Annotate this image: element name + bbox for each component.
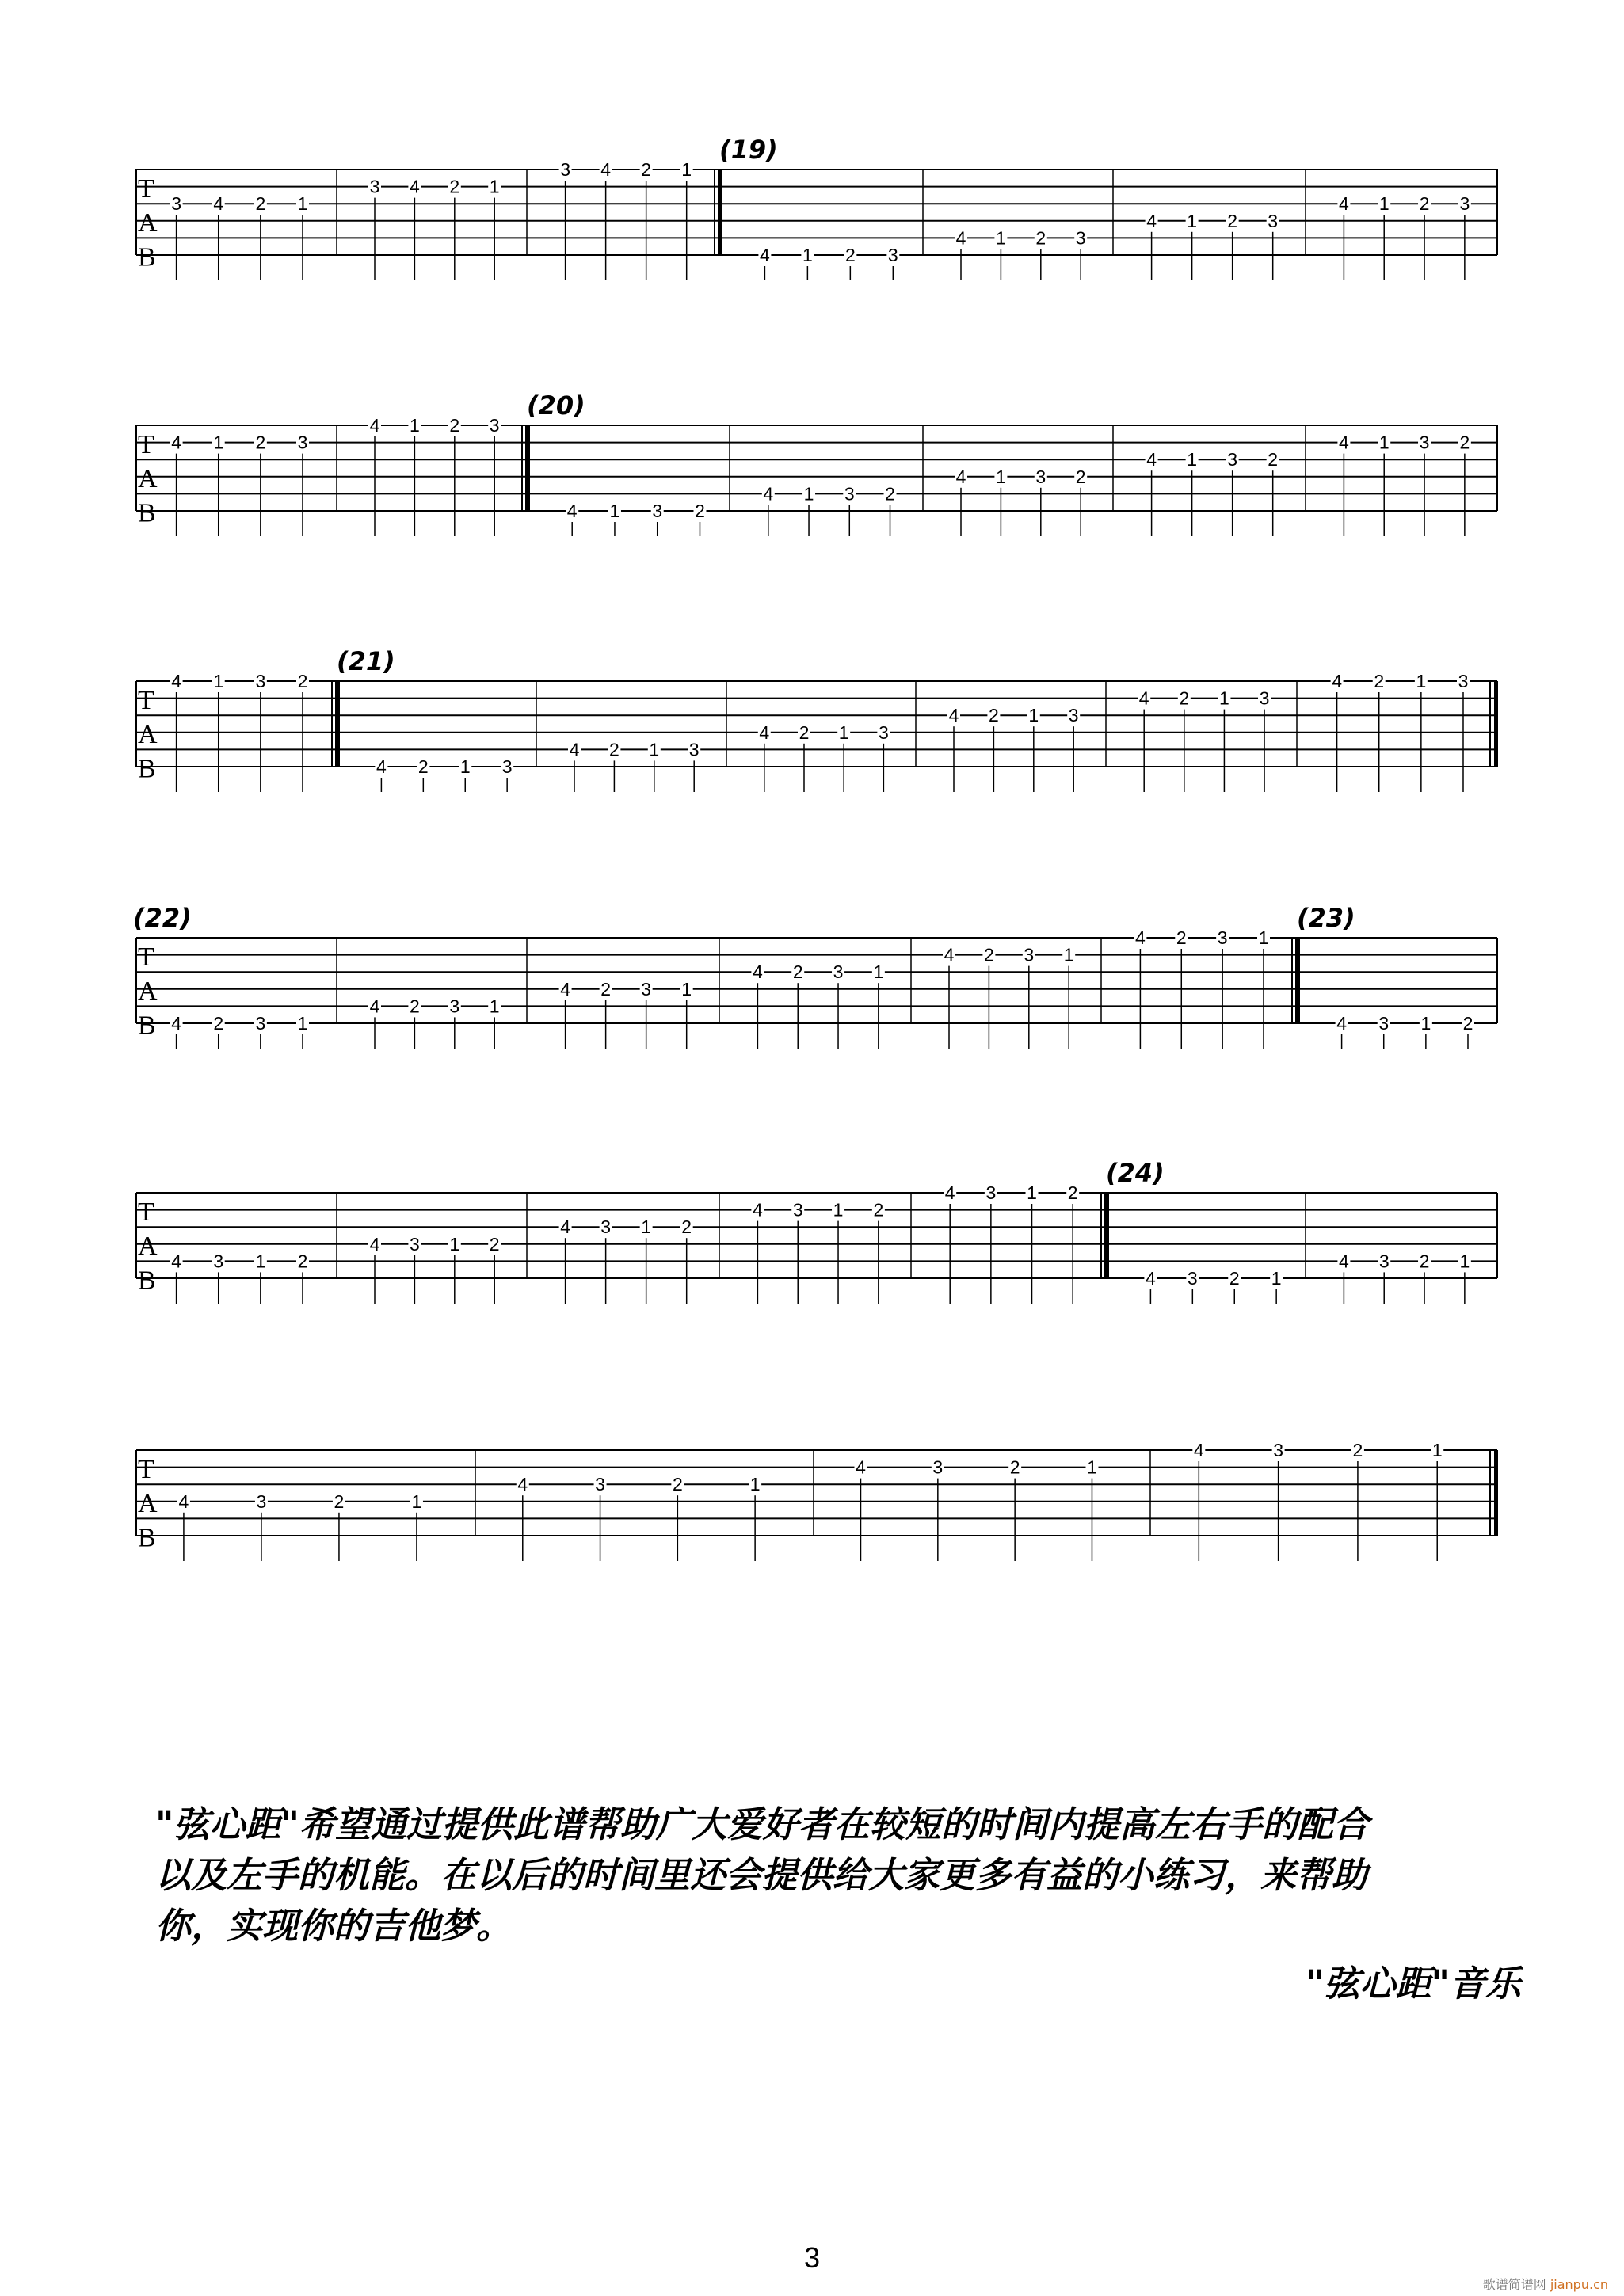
- tab-system: [136, 390, 1497, 536]
- fret-number: 4: [569, 739, 580, 760]
- fret-number: 4: [1339, 1251, 1349, 1272]
- fret-number: 1: [838, 722, 849, 743]
- fret-number: 2: [885, 483, 895, 505]
- measure: [943, 945, 1075, 1049]
- fret-number: 2: [255, 193, 266, 215]
- measure: [170, 432, 309, 536]
- measure: [1337, 1251, 1470, 1304]
- tab-clef-letter: B: [138, 498, 156, 528]
- fret-number: 3: [1459, 193, 1470, 215]
- tab-system: [136, 646, 1498, 792]
- fret-number: 3: [1187, 1268, 1198, 1289]
- fret-number: 4: [944, 1182, 955, 1203]
- fret-number: 3: [1273, 1440, 1284, 1460]
- page-number: 3: [803, 2241, 821, 2274]
- fret-number: 3: [255, 1013, 266, 1034]
- fret-number: 3: [792, 1199, 803, 1220]
- fret-number: 4: [753, 1199, 763, 1220]
- fret-number: 1: [1028, 705, 1039, 726]
- fret-number: 1: [833, 1199, 844, 1220]
- section-marker: (23): [1297, 903, 1355, 933]
- note-line: "弦心距"希望通过提供此谱帮助广大爱好者在较短的时间内提高左右手的配合: [155, 1803, 1369, 1845]
- fret-number: 4: [856, 1456, 866, 1478]
- fret-number: 3: [985, 1182, 997, 1203]
- fret-number: 1: [489, 176, 500, 197]
- fret-number: 1: [1378, 193, 1390, 215]
- section-marker: (20): [527, 390, 585, 421]
- fret-number: 3: [595, 1474, 605, 1495]
- fret-number: 3: [449, 996, 460, 1017]
- measure: [1134, 927, 1270, 1049]
- fret-number: 4: [1339, 193, 1349, 215]
- fret-number: 3: [171, 193, 181, 215]
- fret-number: 1: [1087, 1456, 1097, 1478]
- fret-number: 4: [178, 1491, 189, 1512]
- measure: [170, 1251, 309, 1304]
- fret-number: 2: [641, 159, 652, 180]
- measure: [758, 245, 899, 280]
- fret-number: 2: [1179, 687, 1190, 709]
- fret-number: 4: [600, 159, 612, 180]
- fret-number: 4: [1138, 687, 1149, 709]
- fret-number: 1: [213, 671, 224, 691]
- fret-number: 1: [1420, 1013, 1431, 1034]
- fret-number: 4: [1336, 1013, 1347, 1034]
- fret-number: 3: [501, 756, 513, 777]
- fret-number: 1: [1187, 449, 1198, 470]
- measure: [170, 1013, 309, 1049]
- fret-number: 2: [695, 501, 705, 521]
- fret-number: 2: [1462, 1013, 1473, 1034]
- fret-number: 1: [996, 227, 1006, 249]
- final-barline-thick: [1494, 681, 1498, 767]
- tab-clef-letter: B: [138, 754, 156, 784]
- tab-clef-letter: B: [138, 1011, 156, 1041]
- measure: [1144, 1268, 1283, 1304]
- fret-number: 2: [449, 176, 460, 197]
- tab-clef-letter: A: [138, 1232, 158, 1262]
- fret-number: 1: [996, 466, 1006, 487]
- fret-number: 3: [369, 176, 380, 197]
- fret-number: 3: [1075, 227, 1086, 249]
- section-barline-thick: [525, 425, 530, 511]
- section-barline-thick: [1104, 1193, 1109, 1278]
- measure: [559, 159, 693, 280]
- fret-number: 1: [749, 1474, 761, 1495]
- fret-number: 3: [1419, 432, 1430, 453]
- fret-number: 2: [1067, 1182, 1078, 1203]
- fret-number: 4: [944, 944, 955, 965]
- fret-number: 1: [1378, 432, 1390, 453]
- measure: [517, 1474, 761, 1561]
- fret-number: 2: [1176, 927, 1187, 948]
- fret-number: 1: [1063, 944, 1074, 965]
- fret-number: 1: [449, 1233, 460, 1255]
- fret-number: 2: [1268, 449, 1279, 470]
- practice-note: [155, 1799, 1534, 1951]
- fret-number: 2: [1459, 432, 1470, 453]
- fret-number: 2: [213, 1013, 224, 1034]
- fret-number: 4: [763, 483, 774, 505]
- fret-number: 1: [1459, 1251, 1470, 1272]
- fret-number: 4: [213, 193, 224, 215]
- fret-number: 4: [955, 466, 966, 487]
- fret-number: 2: [1419, 193, 1430, 215]
- fret-number: 4: [560, 978, 570, 1000]
- fret-number: 4: [1193, 1440, 1204, 1460]
- fret-number: 4: [517, 1474, 528, 1495]
- fret-number: 1: [681, 978, 692, 1000]
- note-line: 你，实现你的吉他梦。: [155, 1905, 513, 1947]
- fret-number: 2: [297, 671, 308, 691]
- fret-number: 2: [844, 245, 856, 265]
- section-marker: (24): [1106, 1158, 1165, 1188]
- fret-number: 4: [1146, 210, 1157, 231]
- final-barline-thick: [1494, 1450, 1498, 1536]
- fret-number: 3: [1458, 671, 1469, 691]
- fret-number: 1: [1258, 927, 1269, 948]
- fret-number: 3: [297, 432, 308, 453]
- measure: [855, 1457, 1099, 1561]
- tab-clef-letter: T: [138, 174, 154, 204]
- tab-system: [133, 903, 1497, 1049]
- fret-number: 2: [1352, 1440, 1363, 1460]
- fret-number: 4: [566, 501, 578, 521]
- tab-clef-letter: B: [138, 1266, 156, 1296]
- fret-number: 3: [600, 1217, 612, 1238]
- fret-number: 2: [1035, 227, 1046, 249]
- fret-number: 4: [171, 1013, 181, 1034]
- fret-number: 1: [255, 1251, 266, 1272]
- fret-number: 1: [803, 483, 814, 505]
- note-line: 以及左手的机能。在以后的时间里还会提供给大家更多有益的小练习，来帮助: [155, 1854, 1368, 1896]
- fret-number: 1: [609, 501, 620, 521]
- measure: [762, 483, 897, 536]
- fret-number: 3: [1259, 687, 1270, 709]
- measure: [368, 996, 501, 1049]
- fret-number: 4: [1146, 1268, 1156, 1289]
- fret-number: 3: [932, 1456, 944, 1478]
- measure: [1337, 432, 1470, 536]
- fret-number: 1: [297, 193, 308, 215]
- tab-system: [136, 1158, 1497, 1304]
- fret-number: 4: [1135, 927, 1146, 948]
- measure: [947, 705, 1080, 792]
- fret-number: 3: [652, 501, 663, 521]
- fret-number: 2: [417, 756, 429, 777]
- fret-number: 2: [799, 722, 810, 743]
- measure: [566, 501, 706, 536]
- fret-number: 4: [369, 415, 380, 436]
- section-barline-thick: [335, 681, 340, 767]
- measure: [368, 177, 501, 280]
- tab-clef-letter: A: [138, 464, 158, 494]
- tab-clef-letter: B: [138, 1523, 156, 1553]
- fret-number: 4: [759, 722, 770, 743]
- fret-number: 1: [411, 1491, 422, 1512]
- fret-number: 3: [688, 739, 700, 760]
- measure: [1337, 193, 1470, 280]
- measure: [368, 415, 501, 536]
- section-marker: (21): [337, 646, 395, 676]
- measure: [1138, 688, 1271, 792]
- fret-number: 3: [1035, 466, 1046, 487]
- fret-number: 1: [1187, 210, 1198, 231]
- tab-clef-letter: T: [138, 942, 154, 972]
- watermark: [1483, 2275, 1608, 2293]
- measure: [751, 1200, 884, 1304]
- fret-number: 1: [297, 1013, 308, 1034]
- fret-number: 3: [256, 1491, 267, 1512]
- fret-number: 1: [649, 739, 660, 760]
- fret-number: 3: [489, 415, 500, 436]
- fret-number: 1: [1416, 671, 1427, 691]
- fret-number: 4: [1339, 432, 1349, 453]
- fret-number: 1: [641, 1217, 652, 1238]
- fret-number: 3: [1378, 1013, 1390, 1034]
- fret-number: 4: [376, 756, 387, 777]
- tab-system: [136, 1440, 1498, 1561]
- fret-number: 1: [873, 961, 884, 983]
- fret-number: 3: [213, 1251, 224, 1272]
- fret-number: 2: [1229, 1268, 1240, 1289]
- measure: [751, 961, 884, 1049]
- fret-number: 4: [171, 1251, 181, 1272]
- fret-number: 3: [641, 978, 652, 1000]
- measure: [944, 1182, 1079, 1304]
- watermark-cn: 歌谱简谱网: [1482, 2277, 1546, 2292]
- fret-number: 1: [489, 996, 500, 1017]
- fret-number: 2: [1075, 466, 1086, 487]
- section-barline-thick: [1295, 938, 1300, 1023]
- fret-number: 2: [1374, 671, 1385, 691]
- tab-clef-letter: A: [138, 208, 158, 238]
- section-barline-thick: [718, 169, 722, 255]
- fret-number: 3: [255, 671, 266, 691]
- section-marker: (19): [719, 135, 778, 165]
- measure: [375, 756, 513, 792]
- fret-number: 4: [948, 705, 959, 726]
- tab-clef-letter: B: [138, 242, 156, 272]
- fret-number: 4: [171, 432, 181, 453]
- fret-number: 2: [489, 1233, 500, 1255]
- fret-number: 3: [878, 722, 889, 743]
- fret-number: 2: [609, 739, 619, 760]
- fret-number: 4: [560, 1217, 570, 1238]
- fret-number: 2: [984, 944, 994, 965]
- measure: [559, 1217, 693, 1304]
- fret-number: 2: [334, 1491, 345, 1512]
- tab-clef-letter: T: [138, 430, 154, 459]
- tab-clef-letter: A: [138, 720, 158, 750]
- fret-number: 4: [955, 227, 966, 249]
- fret-number: 2: [449, 415, 460, 436]
- tab-system: [136, 135, 1497, 280]
- fret-number: 2: [1227, 210, 1238, 231]
- signature: "弦心距"音乐: [1306, 1963, 1521, 2005]
- fret-number: 1: [681, 159, 692, 180]
- tab-clef-letter: A: [138, 977, 158, 1007]
- fret-number: 2: [681, 1217, 692, 1238]
- fret-number: 4: [1146, 449, 1157, 470]
- fret-number: 3: [1217, 927, 1228, 948]
- fret-number: 1: [1431, 1440, 1443, 1460]
- fret-number: 4: [410, 176, 420, 197]
- measure: [1331, 671, 1470, 792]
- fret-number: 2: [989, 705, 999, 726]
- tab-clef-letter: T: [138, 1455, 154, 1484]
- fret-number: 3: [560, 159, 570, 180]
- tab-clef-letter: A: [138, 1489, 158, 1519]
- section-marker: (22): [133, 903, 192, 933]
- fret-number: 2: [1009, 1456, 1020, 1478]
- fret-number: 2: [297, 1251, 308, 1272]
- fret-number: 2: [600, 978, 612, 1000]
- fret-number: 1: [1271, 1268, 1282, 1289]
- tab-clef-letter: T: [138, 686, 154, 715]
- fret-number: 3: [887, 245, 898, 265]
- watermark-en: jianpu.cn: [1550, 2277, 1608, 2292]
- fret-number: 4: [753, 961, 763, 983]
- fret-number: 4: [760, 245, 770, 265]
- fret-number: 1: [459, 756, 471, 777]
- tab-clef-letter: T: [138, 1197, 154, 1227]
- fret-number: 2: [873, 1199, 884, 1220]
- fret-number: 4: [369, 996, 380, 1017]
- fret-number: 3: [1268, 210, 1279, 231]
- measure: [170, 193, 309, 280]
- measure: [1146, 449, 1279, 536]
- measure: [568, 739, 700, 792]
- measure: [1192, 1440, 1443, 1561]
- fret-number: 3: [833, 961, 844, 983]
- fret-number: 3: [1378, 1251, 1390, 1272]
- fret-number: 1: [802, 245, 813, 265]
- fret-number: 3: [410, 1233, 420, 1255]
- fret-number: 2: [672, 1474, 683, 1495]
- measure: [955, 227, 1087, 280]
- measure: [170, 671, 309, 792]
- fret-number: 1: [213, 432, 224, 453]
- fret-number: 3: [1024, 944, 1035, 965]
- fret-number: 2: [255, 432, 266, 453]
- fret-number: 1: [1027, 1182, 1037, 1203]
- fret-number: 2: [1419, 1251, 1430, 1272]
- fret-number: 2: [410, 996, 420, 1017]
- fret-number: 2: [792, 961, 803, 983]
- fret-number: 4: [1332, 671, 1342, 691]
- fret-number: 1: [1219, 687, 1229, 709]
- fret-number: 3: [1227, 449, 1238, 470]
- fret-number: 3: [844, 483, 855, 505]
- fret-number: 3: [1068, 705, 1079, 726]
- fret-number: 4: [171, 671, 181, 691]
- fret-number: 1: [410, 415, 420, 436]
- fret-number: 4: [369, 1233, 380, 1255]
- measure: [1336, 1013, 1474, 1049]
